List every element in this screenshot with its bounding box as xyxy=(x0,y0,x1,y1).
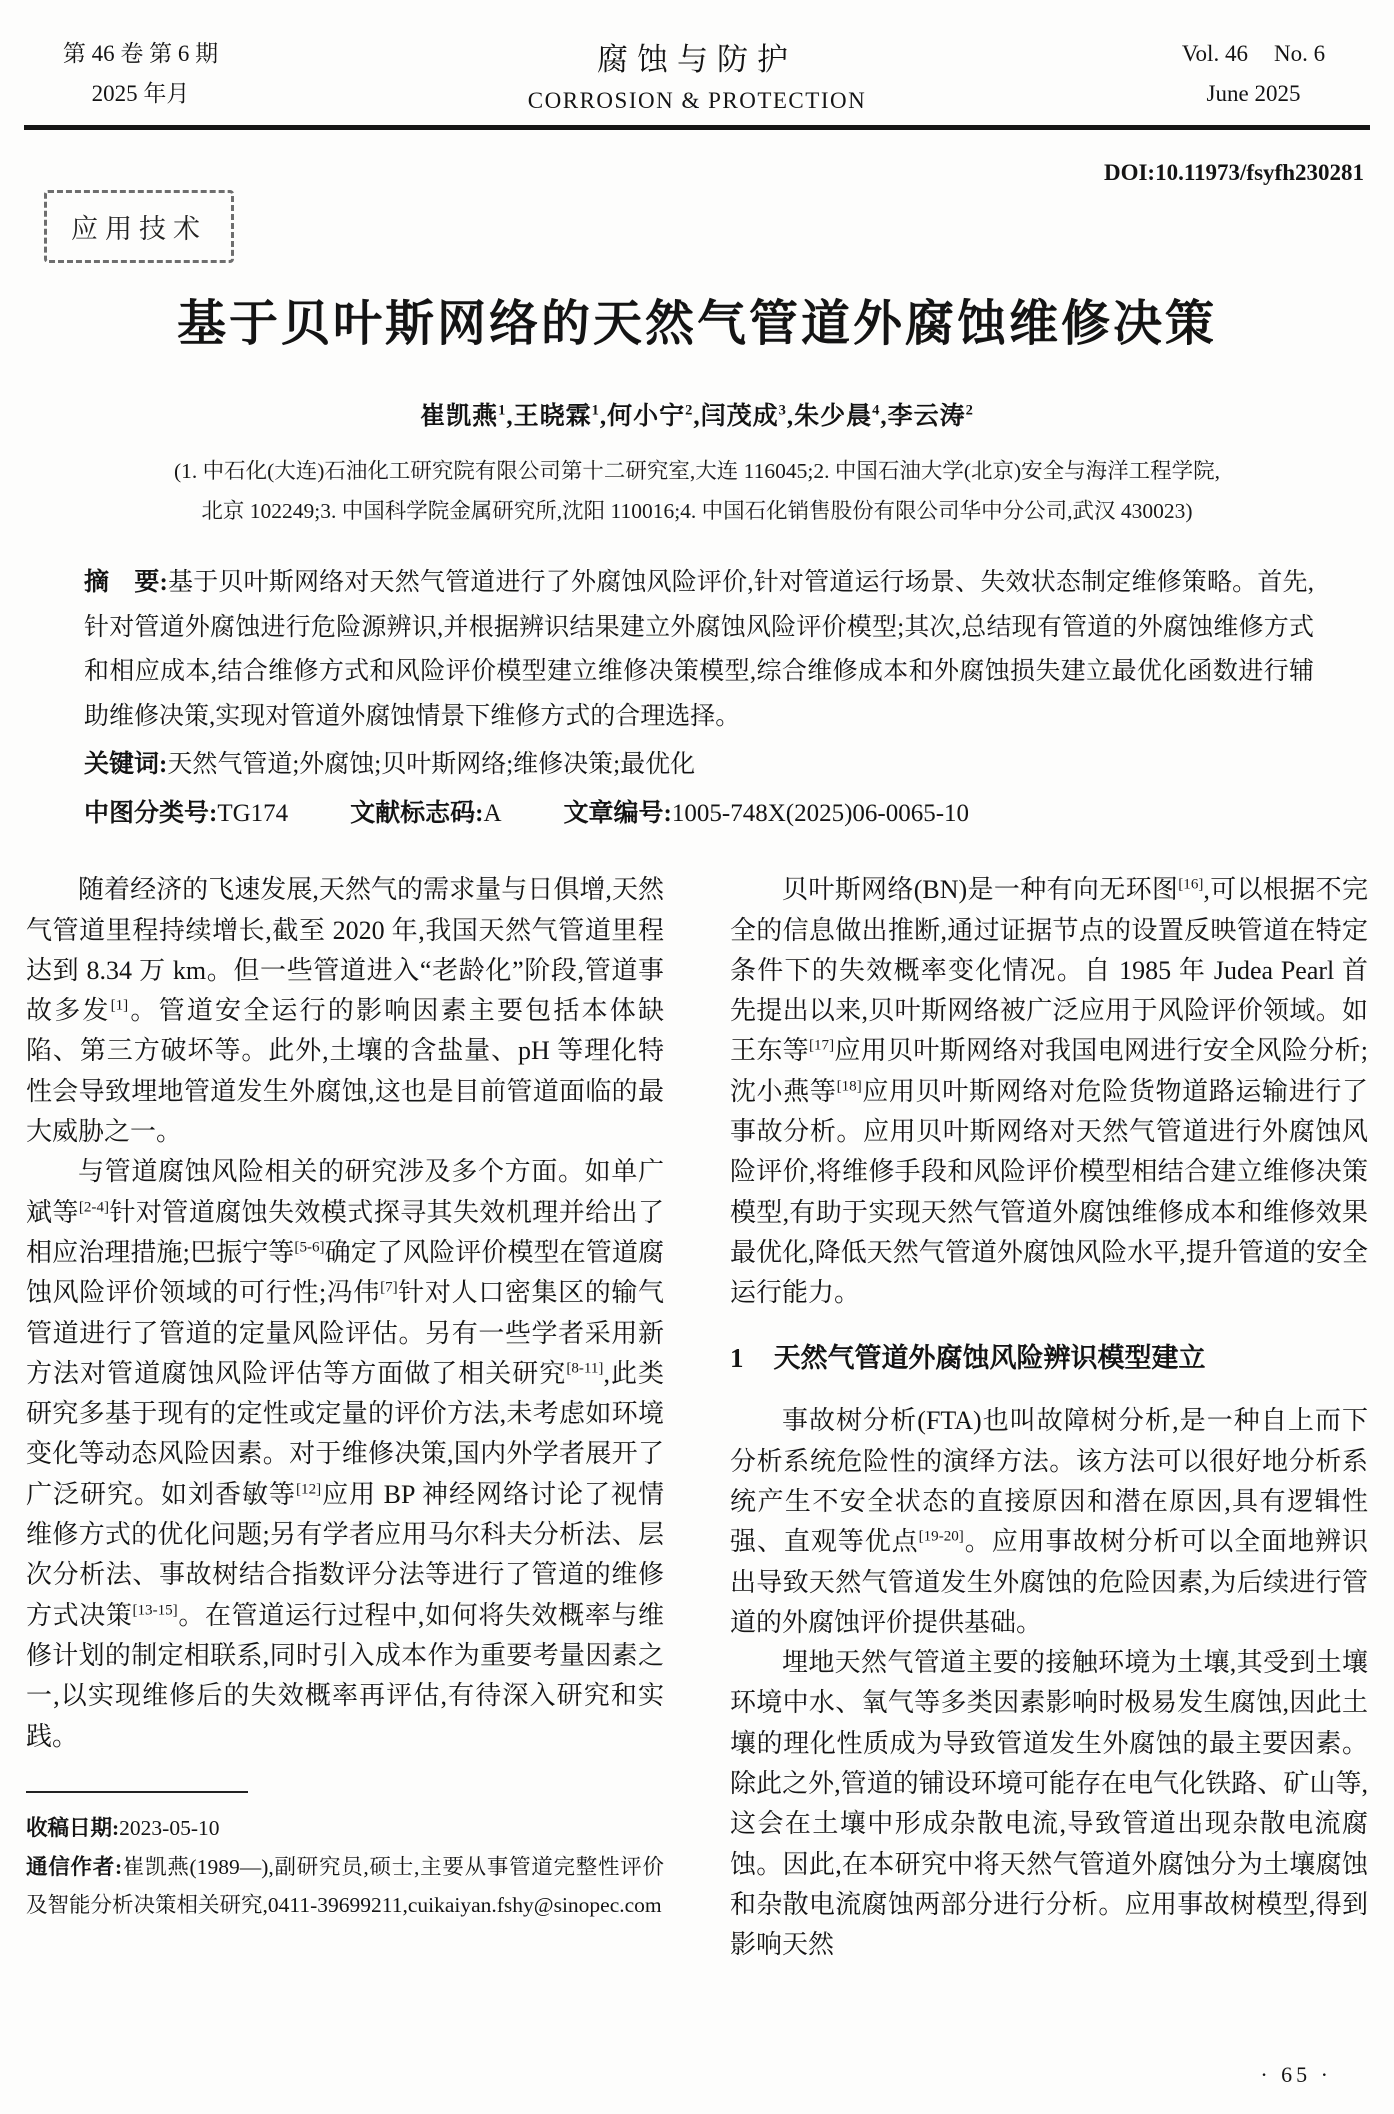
footnote-divider xyxy=(26,1791,248,1793)
received-date-value: 2023-05-10 xyxy=(119,1815,220,1840)
left-column xyxy=(26,870,664,1965)
doc-code-label: 文献标志码: xyxy=(350,799,484,827)
corresponding-author-value: 崔凯燕(1989—),副研究员,硕士,主要从事管道完整性评价及智能分析决策相关研究,0411-39699211,cuikaiyan.fshy@sinopec.com xyxy=(26,1854,664,1918)
paragraph: 贝叶斯网络(BN)是一种有向无环图[16],可以根据不完全的信息做出推断,通过证据节点的设置反映管道在特定条件下的失效概率变化情况。自 1985 年 Judea Pearl 首先提出以来,贝叶斯网络被广泛应用于风险评价领域。如王东等[17]应用贝叶斯网络对我国电网进行安全风险分析;沈小燕等[18]应用贝叶斯网络对危险货物道路运输进行了事故分析。应用贝叶斯网络对天然气管道进行外腐蚀风险评价,将维修手段和风险评价模型相结合建立维修决策模型,有助于实现天然气管道外腐蚀维修成本和维修效果最优化,降低天然气管道外腐蚀风险水平,提升管道的安全运行能力。 xyxy=(730,875,1368,1308)
clc-label: 中图分类号: xyxy=(84,799,218,827)
article-id-value: 1005-748X(2025)06-0065-10 xyxy=(671,799,970,827)
keywords-text: 天然气管道;外腐蚀;贝叶斯网络;维修决策;最优化 xyxy=(167,751,696,779)
journal-name-en: CORROSION & PROTECTION xyxy=(527,88,867,113)
category-badge-row xyxy=(44,190,1394,263)
received-date-line xyxy=(26,1809,664,1848)
volume-en: Vol. 46 xyxy=(1181,41,1248,66)
corresponding-author-line xyxy=(26,1848,664,1925)
page-number: · 65 · xyxy=(1260,2062,1332,2087)
footnote-block xyxy=(26,1791,664,1925)
paragraph: 与管道腐蚀风险相关的研究涉及多个方面。如单广斌等[2-4]针对管道腐蚀失效模式探寻其失效机理并给出了相应治理措施;巴振宁等[5-6]确定了风险评价模型在管道腐蚀风险评价领域的可行性;冯伟[7]针对人口密集区的输气管道进行了管道的定量风险评估。另有一些学者采用新方法对管道腐蚀风险评估等方面做了相关研究[8-11],此类研究多基于现有的定性或定量的评价方法,未考虑如环境变化等动态风险因素。对于维修决策,国内外学者展开了广泛研究。如刘香敏等[12]应用 BP 神经网络讨论了视情维修方式的优化问题;另有学者应用马尔科夫分析法、层次分析法、事故树结合指数评分法等进行了管道的维修方式决策[13-15]。在管道运行过程中,如何将失效概率与维修计划的制定相联系,同时引入成本作为重要考量因素之一,以实现维修后的失效概率再评估,有待深入研究和实践。 xyxy=(26,1157,664,1751)
header-volume-issue-en xyxy=(1141,34,1366,115)
volume-issue-cn: 第 46 卷 第 6 期 xyxy=(62,41,219,66)
received-date-label: 收稿日期: xyxy=(26,1815,120,1840)
abstract-text: 基于贝叶斯网络对天然气管道进行了外腐蚀风险评价,针对管道运行场景、失效状态制定维修策略。首先,针对管道外腐蚀进行危险源辨识,并根据辨识结果建立外腐蚀风险评价模型;其次,总结现有管道的外腐蚀维修方式和相应成本,结合维修方式和风险评价模型建立维修决策模型,综合维修成本和外腐蚀损失建立最优化函数进行辅助维修决策,实现对管道外腐蚀情景下维修方式的合理选择。 xyxy=(84,569,1314,730)
authors-line: 崔凯燕$^1$,王晓霖$^1$,何小宁$^2$,闫茂成$^3$,朱少晨$^4$,李云涛$^2$ xyxy=(420,402,974,430)
article-title: 基于贝叶斯网络的天然气管道外腐蚀维修决策 xyxy=(176,295,1217,351)
article-id-label: 文章编号: xyxy=(563,799,672,827)
section-1-heading xyxy=(730,1340,1368,1378)
header-volume-issue-cn xyxy=(28,34,253,115)
affiliations xyxy=(0,452,1394,532)
header-divider xyxy=(24,125,1370,130)
classification-line xyxy=(84,792,1314,837)
journal-name-block xyxy=(253,34,1141,114)
category-badge: 应用技术 xyxy=(44,190,234,263)
journal-header xyxy=(0,0,1394,115)
paragraph: 随着经济的飞速发展,天然气的需求量与日俱增,天然气管道里程持续增长,截至 2020 年,我国天然气管道里程达到 8.34 万 km。但一些管道进入“老龄化”阶段,管道事故多发[1]。管道安全运行的影响因素主要包括本体缺陷、第三方破坏等。此外,土壤的含盐量、pH 等理化特性会导致埋地管道发生外腐蚀,这也是目前管道面临的最大威胁之一。 xyxy=(26,875,664,1147)
clc-value: TG174 xyxy=(217,799,289,827)
keywords-line xyxy=(84,743,1314,788)
corresponding-author-label: 通信作者: xyxy=(26,1854,123,1879)
date-cn: 2025 年月 xyxy=(91,81,190,107)
doi: DOI:10.11973/fsyfh230281 xyxy=(1103,159,1364,185)
article-meta xyxy=(84,561,1314,836)
affiliation-line-1: (1. 中石化(大连)石油化工研究院有限公司第十二研究室,大连 116045;2. 中国石油大学(北京)安全与海洋工程学院, xyxy=(173,458,1221,483)
paragraph: 事故树分析(FTA)也叫故障树分析,是一种自上而下分析系统危险性的演绎方法。该方法可以很好地分析系统产生不安全状态的直接原因和潜在原因,具有逻辑性强、直观等优点[19-20]。应用事故树分析可以全面地辨识出导致天然气管道发生外腐蚀的危险因素,为后续进行管道的外腐蚀评价提供基础。 xyxy=(730,1406,1368,1637)
section-1-title: 天然气管道外腐蚀风险辨识模型建立 xyxy=(773,1342,1206,1373)
issue-en: No. 6 xyxy=(1273,41,1326,66)
doc-code-value: A xyxy=(483,799,502,827)
right-column xyxy=(730,870,1368,1965)
keywords-label: 关键词: xyxy=(84,751,168,779)
affiliation-line-2: 北京 102249;3. 中国科学院金属研究所,沈阳 110016;4. 中国石化销售股份有限公司华中分公司,武汉 430023) xyxy=(201,498,1193,523)
volume-issue-en xyxy=(1141,34,1366,74)
date-en: June 2025 xyxy=(1206,81,1301,107)
journal-name-cn: 腐蚀与防护 xyxy=(597,42,797,77)
abstract-label: 摘 要: xyxy=(84,569,168,597)
body-columns xyxy=(26,870,1368,1965)
abstract xyxy=(84,561,1314,739)
paragraph: 埋地天然气管道主要的接触环境为土壤,其受到土壤环境中水、氧气等多类因素影响时极易发生腐蚀,因此土壤的理化性质成为导致管道发生外腐蚀的最主要因素。除此之外,管道的铺设环境可能存在电气化铁路、矿山等,这会在土壤中形成杂散电流,导致管道出现杂散电流腐蚀。因此,在本研究中将天然气管道外腐蚀分为土壤腐蚀和杂散电流腐蚀两部分进行分析。应用事故树模型,得到影响天然 xyxy=(730,1648,1368,1960)
section-1-number: 1 xyxy=(730,1342,744,1373)
